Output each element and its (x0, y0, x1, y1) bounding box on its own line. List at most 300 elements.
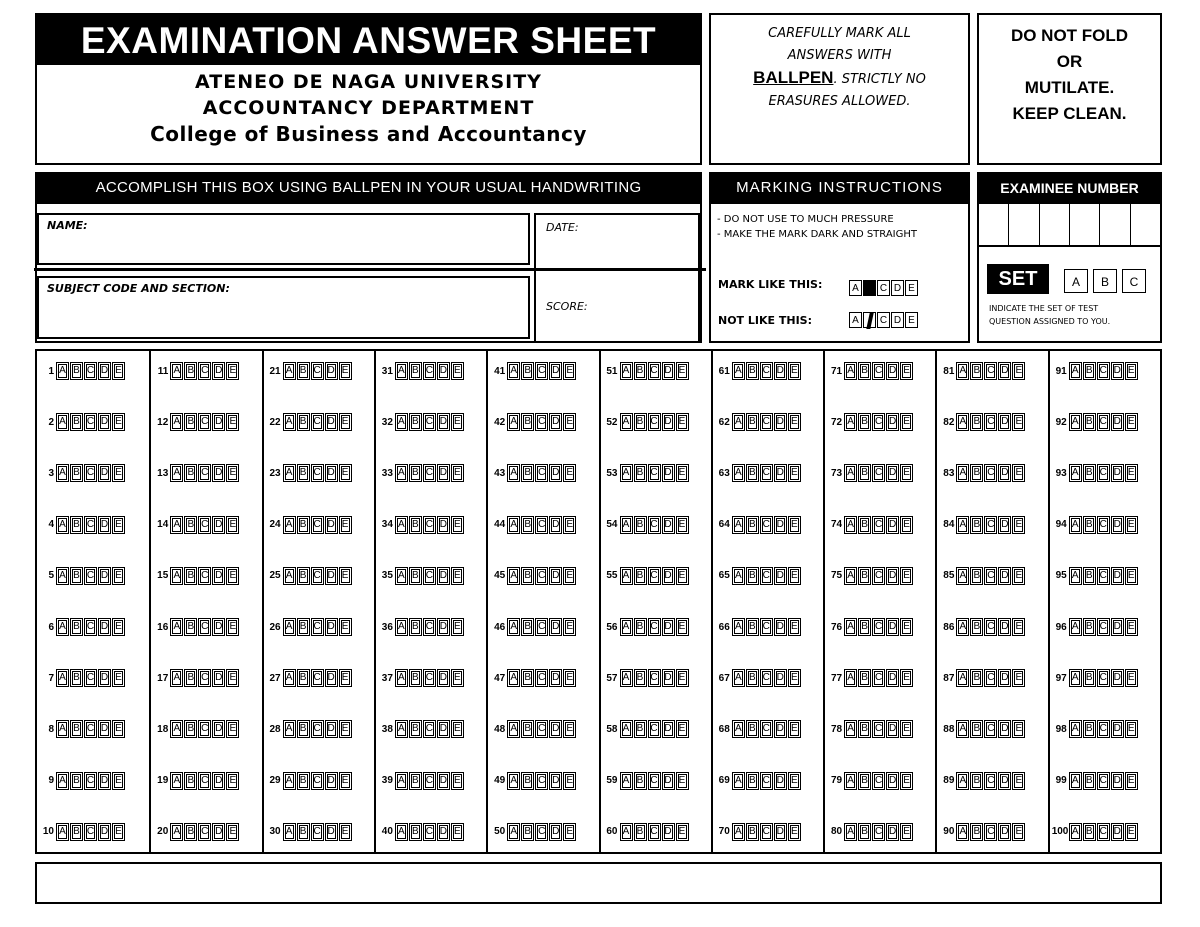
answer-bubble-97-e[interactable]: E (1125, 669, 1138, 687)
answer-bubble-42-e[interactable]: E (563, 413, 576, 431)
answer-bubble-32-b[interactable]: B (409, 413, 422, 431)
answer-bubble-70-a[interactable]: A (732, 823, 745, 841)
answer-bubble-7-d[interactable]: D (98, 669, 111, 687)
answer-bubble-71-d[interactable]: D (886, 362, 899, 380)
answer-bubble-57-c[interactable]: C (648, 669, 661, 687)
answer-bubble-35-d[interactable]: D (437, 567, 450, 585)
answer-bubble-61-a[interactable]: A (732, 362, 745, 380)
answer-bubble-5-c[interactable]: C (84, 567, 97, 585)
answer-bubble-17-b[interactable]: B (184, 669, 197, 687)
answer-bubble-98-a[interactable]: A (1069, 720, 1082, 738)
answer-bubble-24-a[interactable]: A (283, 516, 296, 534)
answer-bubble-34-d[interactable]: D (437, 516, 450, 534)
answer-bubble-51-a[interactable]: A (620, 362, 633, 380)
answer-bubble-29-b[interactable]: B (297, 772, 310, 790)
answer-bubble-76-b[interactable]: B (858, 618, 871, 636)
answer-bubble-16-a[interactable]: A (170, 618, 183, 636)
answer-bubble-80-c[interactable]: C (872, 823, 885, 841)
answer-bubble-89-e[interactable]: E (1012, 772, 1025, 790)
answer-bubble-11-b[interactable]: B (184, 362, 197, 380)
answer-bubble-57-b[interactable]: B (634, 669, 647, 687)
answer-bubble-4-c[interactable]: C (84, 516, 97, 534)
answer-bubble-27-b[interactable]: B (297, 669, 310, 687)
answer-bubble-23-c[interactable]: C (311, 464, 324, 482)
answer-bubble-66-a[interactable]: A (732, 618, 745, 636)
answer-bubble-94-a[interactable]: A (1069, 516, 1082, 534)
answer-bubble-39-e[interactable]: E (451, 772, 464, 790)
answer-bubble-49-b[interactable]: B (521, 772, 534, 790)
answer-bubble-46-b[interactable]: B (521, 618, 534, 636)
answer-bubble-95-b[interactable]: B (1083, 567, 1096, 585)
answer-bubble-27-a[interactable]: A (283, 669, 296, 687)
answer-bubble-69-d[interactable]: D (774, 772, 787, 790)
answer-bubble-25-b[interactable]: B (297, 567, 310, 585)
answer-bubble-24-e[interactable]: E (339, 516, 352, 534)
answer-bubble-78-c[interactable]: C (872, 720, 885, 738)
answer-bubble-76-d[interactable]: D (886, 618, 899, 636)
answer-bubble-85-d[interactable]: D (998, 567, 1011, 585)
answer-bubble-18-c[interactable]: C (198, 720, 211, 738)
answer-bubble-38-c[interactable]: C (423, 720, 436, 738)
answer-bubble-47-b[interactable]: B (521, 669, 534, 687)
answer-bubble-53-d[interactable]: D (662, 464, 675, 482)
answer-bubble-23-a[interactable]: A (283, 464, 296, 482)
answer-bubble-6-d[interactable]: D (98, 618, 111, 636)
answer-bubble-61-c[interactable]: C (760, 362, 773, 380)
answer-bubble-87-b[interactable]: B (970, 669, 983, 687)
answer-bubble-74-d[interactable]: D (886, 516, 899, 534)
answer-bubble-32-c[interactable]: C (423, 413, 436, 431)
answer-bubble-44-d[interactable]: D (549, 516, 562, 534)
answer-bubble-22-d[interactable]: D (325, 413, 338, 431)
answer-bubble-8-d[interactable]: D (98, 720, 111, 738)
answer-bubble-2-e[interactable]: E (112, 413, 125, 431)
answer-bubble-82-e[interactable]: E (1012, 413, 1025, 431)
answer-bubble-68-c[interactable]: C (760, 720, 773, 738)
answer-bubble-34-c[interactable]: C (423, 516, 436, 534)
answer-bubble-99-d[interactable]: D (1111, 772, 1124, 790)
answer-bubble-20-d[interactable]: D (212, 823, 225, 841)
answer-bubble-51-b[interactable]: B (634, 362, 647, 380)
answer-bubble-53-b[interactable]: B (634, 464, 647, 482)
answer-bubble-7-e[interactable]: E (112, 669, 125, 687)
answer-bubble-78-d[interactable]: D (886, 720, 899, 738)
answer-bubble-46-e[interactable]: E (563, 618, 576, 636)
answer-bubble-65-c[interactable]: C (760, 567, 773, 585)
answer-bubble-100-a[interactable]: A (1069, 823, 1082, 841)
answer-bubble-67-d[interactable]: D (774, 669, 787, 687)
answer-bubble-36-e[interactable]: E (451, 618, 464, 636)
answer-bubble-61-d[interactable]: D (774, 362, 787, 380)
answer-bubble-3-a[interactable]: A (56, 464, 69, 482)
answer-bubble-68-d[interactable]: D (774, 720, 787, 738)
answer-bubble-82-c[interactable]: C (984, 413, 997, 431)
answer-bubble-93-b[interactable]: B (1083, 464, 1096, 482)
answer-bubble-43-c[interactable]: C (535, 464, 548, 482)
answer-bubble-30-a[interactable]: A (283, 823, 296, 841)
answer-bubble-44-a[interactable]: A (507, 516, 520, 534)
answer-bubble-8-a[interactable]: A (56, 720, 69, 738)
answer-bubble-87-a[interactable]: A (956, 669, 969, 687)
answer-bubble-41-b[interactable]: B (521, 362, 534, 380)
answer-bubble-9-b[interactable]: B (70, 772, 83, 790)
answer-bubble-82-b[interactable]: B (970, 413, 983, 431)
answer-bubble-64-e[interactable]: E (788, 516, 801, 534)
answer-bubble-62-b[interactable]: B (746, 413, 759, 431)
answer-bubble-1-d[interactable]: D (98, 362, 111, 380)
answer-bubble-7-c[interactable]: C (84, 669, 97, 687)
answer-bubble-71-b[interactable]: B (858, 362, 871, 380)
answer-bubble-96-d[interactable]: D (1111, 618, 1124, 636)
answer-bubble-29-a[interactable]: A (283, 772, 296, 790)
answer-bubble-93-e[interactable]: E (1125, 464, 1138, 482)
answer-bubble-99-b[interactable]: B (1083, 772, 1096, 790)
answer-bubble-19-e[interactable]: E (226, 772, 239, 790)
answer-bubble-67-a[interactable]: A (732, 669, 745, 687)
answer-bubble-1-c[interactable]: C (84, 362, 97, 380)
answer-bubble-75-d[interactable]: D (886, 567, 899, 585)
answer-bubble-83-a[interactable]: A (956, 464, 969, 482)
answer-bubble-35-b[interactable]: B (409, 567, 422, 585)
answer-bubble-38-b[interactable]: B (409, 720, 422, 738)
answer-bubble-11-c[interactable]: C (198, 362, 211, 380)
answer-bubble-75-a[interactable]: A (844, 567, 857, 585)
subject-code-field[interactable] (37, 276, 530, 339)
answer-bubble-65-b[interactable]: B (746, 567, 759, 585)
answer-bubble-89-d[interactable]: D (998, 772, 1011, 790)
answer-bubble-37-c[interactable]: C (423, 669, 436, 687)
answer-bubble-28-d[interactable]: D (325, 720, 338, 738)
answer-bubble-31-a[interactable]: A (395, 362, 408, 380)
answer-bubble-48-b[interactable]: B (521, 720, 534, 738)
answer-bubble-10-b[interactable]: B (70, 823, 83, 841)
answer-bubble-4-e[interactable]: E (112, 516, 125, 534)
answer-bubble-19-c[interactable]: C (198, 772, 211, 790)
answer-bubble-21-d[interactable]: D (325, 362, 338, 380)
answer-bubble-5-e[interactable]: E (112, 567, 125, 585)
answer-bubble-17-a[interactable]: A (170, 669, 183, 687)
answer-bubble-45-c[interactable]: C (535, 567, 548, 585)
answer-bubble-2-b[interactable]: B (70, 413, 83, 431)
answer-bubble-85-a[interactable]: A (956, 567, 969, 585)
answer-bubble-91-d[interactable]: D (1111, 362, 1124, 380)
answer-bubble-7-b[interactable]: B (70, 669, 83, 687)
answer-bubble-25-c[interactable]: C (311, 567, 324, 585)
answer-bubble-91-e[interactable]: E (1125, 362, 1138, 380)
answer-bubble-34-e[interactable]: E (451, 516, 464, 534)
answer-bubble-54-d[interactable]: D (662, 516, 675, 534)
answer-bubble-14-a[interactable]: A (170, 516, 183, 534)
answer-bubble-92-d[interactable]: D (1111, 413, 1124, 431)
answer-bubble-93-d[interactable]: D (1111, 464, 1124, 482)
answer-bubble-88-b[interactable]: B (970, 720, 983, 738)
answer-bubble-52-d[interactable]: D (662, 413, 675, 431)
answer-bubble-53-e[interactable]: E (676, 464, 689, 482)
answer-bubble-50-a[interactable]: A (507, 823, 520, 841)
answer-bubble-42-d[interactable]: D (549, 413, 562, 431)
answer-bubble-12-e[interactable]: E (226, 413, 239, 431)
answer-bubble-59-d[interactable]: D (662, 772, 675, 790)
answer-bubble-33-d[interactable]: D (437, 464, 450, 482)
answer-bubble-84-c[interactable]: C (984, 516, 997, 534)
answer-bubble-72-a[interactable]: A (844, 413, 857, 431)
answer-bubble-28-c[interactable]: C (311, 720, 324, 738)
answer-bubble-24-c[interactable]: C (311, 516, 324, 534)
answer-bubble-86-c[interactable]: C (984, 618, 997, 636)
answer-bubble-44-c[interactable]: C (535, 516, 548, 534)
answer-bubble-19-d[interactable]: D (212, 772, 225, 790)
answer-bubble-81-d[interactable]: D (998, 362, 1011, 380)
answer-bubble-31-d[interactable]: D (437, 362, 450, 380)
answer-bubble-44-e[interactable]: E (563, 516, 576, 534)
answer-bubble-25-a[interactable]: A (283, 567, 296, 585)
answer-bubble-60-d[interactable]: D (662, 823, 675, 841)
answer-bubble-75-c[interactable]: C (872, 567, 885, 585)
answer-bubble-13-e[interactable]: E (226, 464, 239, 482)
answer-bubble-23-d[interactable]: D (325, 464, 338, 482)
answer-bubble-71-a[interactable]: A (844, 362, 857, 380)
answer-bubble-43-a[interactable]: A (507, 464, 520, 482)
answer-bubble-60-e[interactable]: E (676, 823, 689, 841)
answer-bubble-90-b[interactable]: B (970, 823, 983, 841)
answer-bubble-84-b[interactable]: B (970, 516, 983, 534)
answer-bubble-52-e[interactable]: E (676, 413, 689, 431)
answer-bubble-2-c[interactable]: C (84, 413, 97, 431)
answer-bubble-98-e[interactable]: E (1125, 720, 1138, 738)
answer-bubble-12-c[interactable]: C (198, 413, 211, 431)
answer-bubble-70-e[interactable]: E (788, 823, 801, 841)
answer-bubble-81-a[interactable]: A (956, 362, 969, 380)
answer-bubble-68-b[interactable]: B (746, 720, 759, 738)
answer-bubble-55-a[interactable]: A (620, 567, 633, 585)
answer-bubble-93-c[interactable]: C (1097, 464, 1110, 482)
answer-bubble-48-a[interactable]: A (507, 720, 520, 738)
answer-bubble-78-e[interactable]: E (900, 720, 913, 738)
answer-bubble-34-a[interactable]: A (395, 516, 408, 534)
answer-bubble-9-e[interactable]: E (112, 772, 125, 790)
answer-bubble-32-e[interactable]: E (451, 413, 464, 431)
answer-bubble-74-e[interactable]: E (900, 516, 913, 534)
answer-bubble-66-b[interactable]: B (746, 618, 759, 636)
answer-bubble-92-a[interactable]: A (1069, 413, 1082, 431)
answer-bubble-85-e[interactable]: E (1012, 567, 1025, 585)
answer-bubble-79-d[interactable]: D (886, 772, 899, 790)
answer-bubble-21-a[interactable]: A (283, 362, 296, 380)
answer-bubble-2-d[interactable]: D (98, 413, 111, 431)
answer-bubble-65-d[interactable]: D (774, 567, 787, 585)
answer-bubble-51-c[interactable]: C (648, 362, 661, 380)
answer-bubble-30-c[interactable]: C (311, 823, 324, 841)
answer-bubble-26-b[interactable]: B (297, 618, 310, 636)
answer-bubble-83-b[interactable]: B (970, 464, 983, 482)
answer-bubble-6-b[interactable]: B (70, 618, 83, 636)
answer-bubble-45-a[interactable]: A (507, 567, 520, 585)
answer-bubble-89-c[interactable]: C (984, 772, 997, 790)
answer-bubble-45-d[interactable]: D (549, 567, 562, 585)
answer-bubble-59-e[interactable]: E (676, 772, 689, 790)
answer-bubble-37-a[interactable]: A (395, 669, 408, 687)
answer-bubble-28-e[interactable]: E (339, 720, 352, 738)
answer-bubble-77-d[interactable]: D (886, 669, 899, 687)
answer-bubble-96-c[interactable]: C (1097, 618, 1110, 636)
answer-bubble-31-c[interactable]: C (423, 362, 436, 380)
answer-bubble-16-e[interactable]: E (226, 618, 239, 636)
answer-bubble-86-a[interactable]: A (956, 618, 969, 636)
answer-bubble-33-b[interactable]: B (409, 464, 422, 482)
answer-bubble-86-e[interactable]: E (1012, 618, 1025, 636)
answer-bubble-84-d[interactable]: D (998, 516, 1011, 534)
answer-bubble-80-a[interactable]: A (844, 823, 857, 841)
answer-bubble-75-e[interactable]: E (900, 567, 913, 585)
answer-bubble-96-b[interactable]: B (1083, 618, 1096, 636)
answer-bubble-43-e[interactable]: E (563, 464, 576, 482)
answer-bubble-41-c[interactable]: C (535, 362, 548, 380)
answer-bubble-74-b[interactable]: B (858, 516, 871, 534)
answer-bubble-80-d[interactable]: D (886, 823, 899, 841)
answer-bubble-17-e[interactable]: E (226, 669, 239, 687)
answer-bubble-58-e[interactable]: E (676, 720, 689, 738)
answer-bubble-30-b[interactable]: B (297, 823, 310, 841)
answer-bubble-15-b[interactable]: B (184, 567, 197, 585)
answer-bubble-49-d[interactable]: D (549, 772, 562, 790)
answer-bubble-55-b[interactable]: B (634, 567, 647, 585)
answer-bubble-8-b[interactable]: B (70, 720, 83, 738)
answer-bubble-79-a[interactable]: A (844, 772, 857, 790)
answer-bubble-53-c[interactable]: C (648, 464, 661, 482)
answer-bubble-91-c[interactable]: C (1097, 362, 1110, 380)
answer-bubble-12-a[interactable]: A (170, 413, 183, 431)
answer-bubble-57-e[interactable]: E (676, 669, 689, 687)
answer-bubble-73-c[interactable]: C (872, 464, 885, 482)
answer-bubble-8-c[interactable]: C (84, 720, 97, 738)
answer-bubble-27-c[interactable]: C (311, 669, 324, 687)
answer-bubble-29-e[interactable]: E (339, 772, 352, 790)
answer-bubble-99-a[interactable]: A (1069, 772, 1082, 790)
answer-bubble-50-b[interactable]: B (521, 823, 534, 841)
answer-bubble-66-d[interactable]: D (774, 618, 787, 636)
answer-bubble-15-d[interactable]: D (212, 567, 225, 585)
answer-bubble-79-e[interactable]: E (900, 772, 913, 790)
answer-bubble-20-a[interactable]: A (170, 823, 183, 841)
answer-bubble-39-c[interactable]: C (423, 772, 436, 790)
answer-bubble-16-c[interactable]: C (198, 618, 211, 636)
answer-bubble-60-c[interactable]: C (648, 823, 661, 841)
answer-bubble-50-c[interactable]: C (535, 823, 548, 841)
answer-bubble-37-b[interactable]: B (409, 669, 422, 687)
answer-bubble-25-d[interactable]: D (325, 567, 338, 585)
answer-bubble-56-d[interactable]: D (662, 618, 675, 636)
answer-bubble-67-c[interactable]: C (760, 669, 773, 687)
answer-bubble-51-e[interactable]: E (676, 362, 689, 380)
answer-bubble-65-e[interactable]: E (788, 567, 801, 585)
answer-bubble-97-b[interactable]: B (1083, 669, 1096, 687)
answer-bubble-27-e[interactable]: E (339, 669, 352, 687)
answer-bubble-38-a[interactable]: A (395, 720, 408, 738)
answer-bubble-88-e[interactable]: E (1012, 720, 1025, 738)
answer-bubble-87-e[interactable]: E (1012, 669, 1025, 687)
answer-bubble-94-d[interactable]: D (1111, 516, 1124, 534)
answer-bubble-64-d[interactable]: D (774, 516, 787, 534)
answer-bubble-14-e[interactable]: E (226, 516, 239, 534)
answer-bubble-61-b[interactable]: B (746, 362, 759, 380)
answer-bubble-99-e[interactable]: E (1125, 772, 1138, 790)
answer-bubble-95-e[interactable]: E (1125, 567, 1138, 585)
answer-bubble-24-b[interactable]: B (297, 516, 310, 534)
answer-bubble-34-b[interactable]: B (409, 516, 422, 534)
answer-bubble-43-b[interactable]: B (521, 464, 534, 482)
answer-bubble-44-b[interactable]: B (521, 516, 534, 534)
answer-bubble-64-a[interactable]: A (732, 516, 745, 534)
answer-bubble-9-c[interactable]: C (84, 772, 97, 790)
answer-bubble-1-a[interactable]: A (56, 362, 69, 380)
answer-bubble-58-a[interactable]: A (620, 720, 633, 738)
answer-bubble-16-b[interactable]: B (184, 618, 197, 636)
answer-bubble-11-d[interactable]: D (212, 362, 225, 380)
answer-bubble-76-a[interactable]: A (844, 618, 857, 636)
answer-bubble-39-b[interactable]: B (409, 772, 422, 790)
answer-bubble-88-d[interactable]: D (998, 720, 1011, 738)
answer-bubble-11-e[interactable]: E (226, 362, 239, 380)
answer-bubble-33-e[interactable]: E (451, 464, 464, 482)
answer-bubble-22-a[interactable]: A (283, 413, 296, 431)
answer-bubble-69-e[interactable]: E (788, 772, 801, 790)
answer-bubble-72-c[interactable]: C (872, 413, 885, 431)
answer-bubble-94-b[interactable]: B (1083, 516, 1096, 534)
answer-bubble-64-b[interactable]: B (746, 516, 759, 534)
answer-bubble-55-e[interactable]: E (676, 567, 689, 585)
answer-bubble-83-d[interactable]: D (998, 464, 1011, 482)
answer-bubble-46-d[interactable]: D (549, 618, 562, 636)
answer-bubble-42-c[interactable]: C (535, 413, 548, 431)
answer-bubble-18-b[interactable]: B (184, 720, 197, 738)
answer-bubble-58-b[interactable]: B (634, 720, 647, 738)
answer-bubble-90-d[interactable]: D (998, 823, 1011, 841)
answer-bubble-9-a[interactable]: A (56, 772, 69, 790)
answer-bubble-19-b[interactable]: B (184, 772, 197, 790)
answer-bubble-99-c[interactable]: C (1097, 772, 1110, 790)
answer-bubble-69-c[interactable]: C (760, 772, 773, 790)
answer-bubble-92-c[interactable]: C (1097, 413, 1110, 431)
answer-bubble-16-d[interactable]: D (212, 618, 225, 636)
answer-bubble-85-c[interactable]: C (984, 567, 997, 585)
answer-bubble-55-d[interactable]: D (662, 567, 675, 585)
answer-bubble-40-d[interactable]: D (437, 823, 450, 841)
answer-bubble-50-d[interactable]: D (549, 823, 562, 841)
answer-bubble-73-a[interactable]: A (844, 464, 857, 482)
answer-bubble-12-b[interactable]: B (184, 413, 197, 431)
answer-bubble-39-a[interactable]: A (395, 772, 408, 790)
answer-bubble-100-c[interactable]: C (1097, 823, 1110, 841)
answer-bubble-6-c[interactable]: C (84, 618, 97, 636)
answer-bubble-43-d[interactable]: D (549, 464, 562, 482)
answer-bubble-77-b[interactable]: B (858, 669, 871, 687)
answer-bubble-10-c[interactable]: C (84, 823, 97, 841)
answer-bubble-67-e[interactable]: E (788, 669, 801, 687)
answer-bubble-45-e[interactable]: E (563, 567, 576, 585)
answer-bubble-2-a[interactable]: A (56, 413, 69, 431)
answer-bubble-38-e[interactable]: E (451, 720, 464, 738)
answer-bubble-38-d[interactable]: D (437, 720, 450, 738)
answer-bubble-24-d[interactable]: D (325, 516, 338, 534)
answer-bubble-54-a[interactable]: A (620, 516, 633, 534)
answer-bubble-40-b[interactable]: B (409, 823, 422, 841)
answer-bubble-1-e[interactable]: E (112, 362, 125, 380)
answer-bubble-61-e[interactable]: E (788, 362, 801, 380)
answer-bubble-1-b[interactable]: B (70, 362, 83, 380)
answer-bubble-4-b[interactable]: B (70, 516, 83, 534)
answer-bubble-81-e[interactable]: E (1012, 362, 1025, 380)
answer-bubble-3-e[interactable]: E (112, 464, 125, 482)
